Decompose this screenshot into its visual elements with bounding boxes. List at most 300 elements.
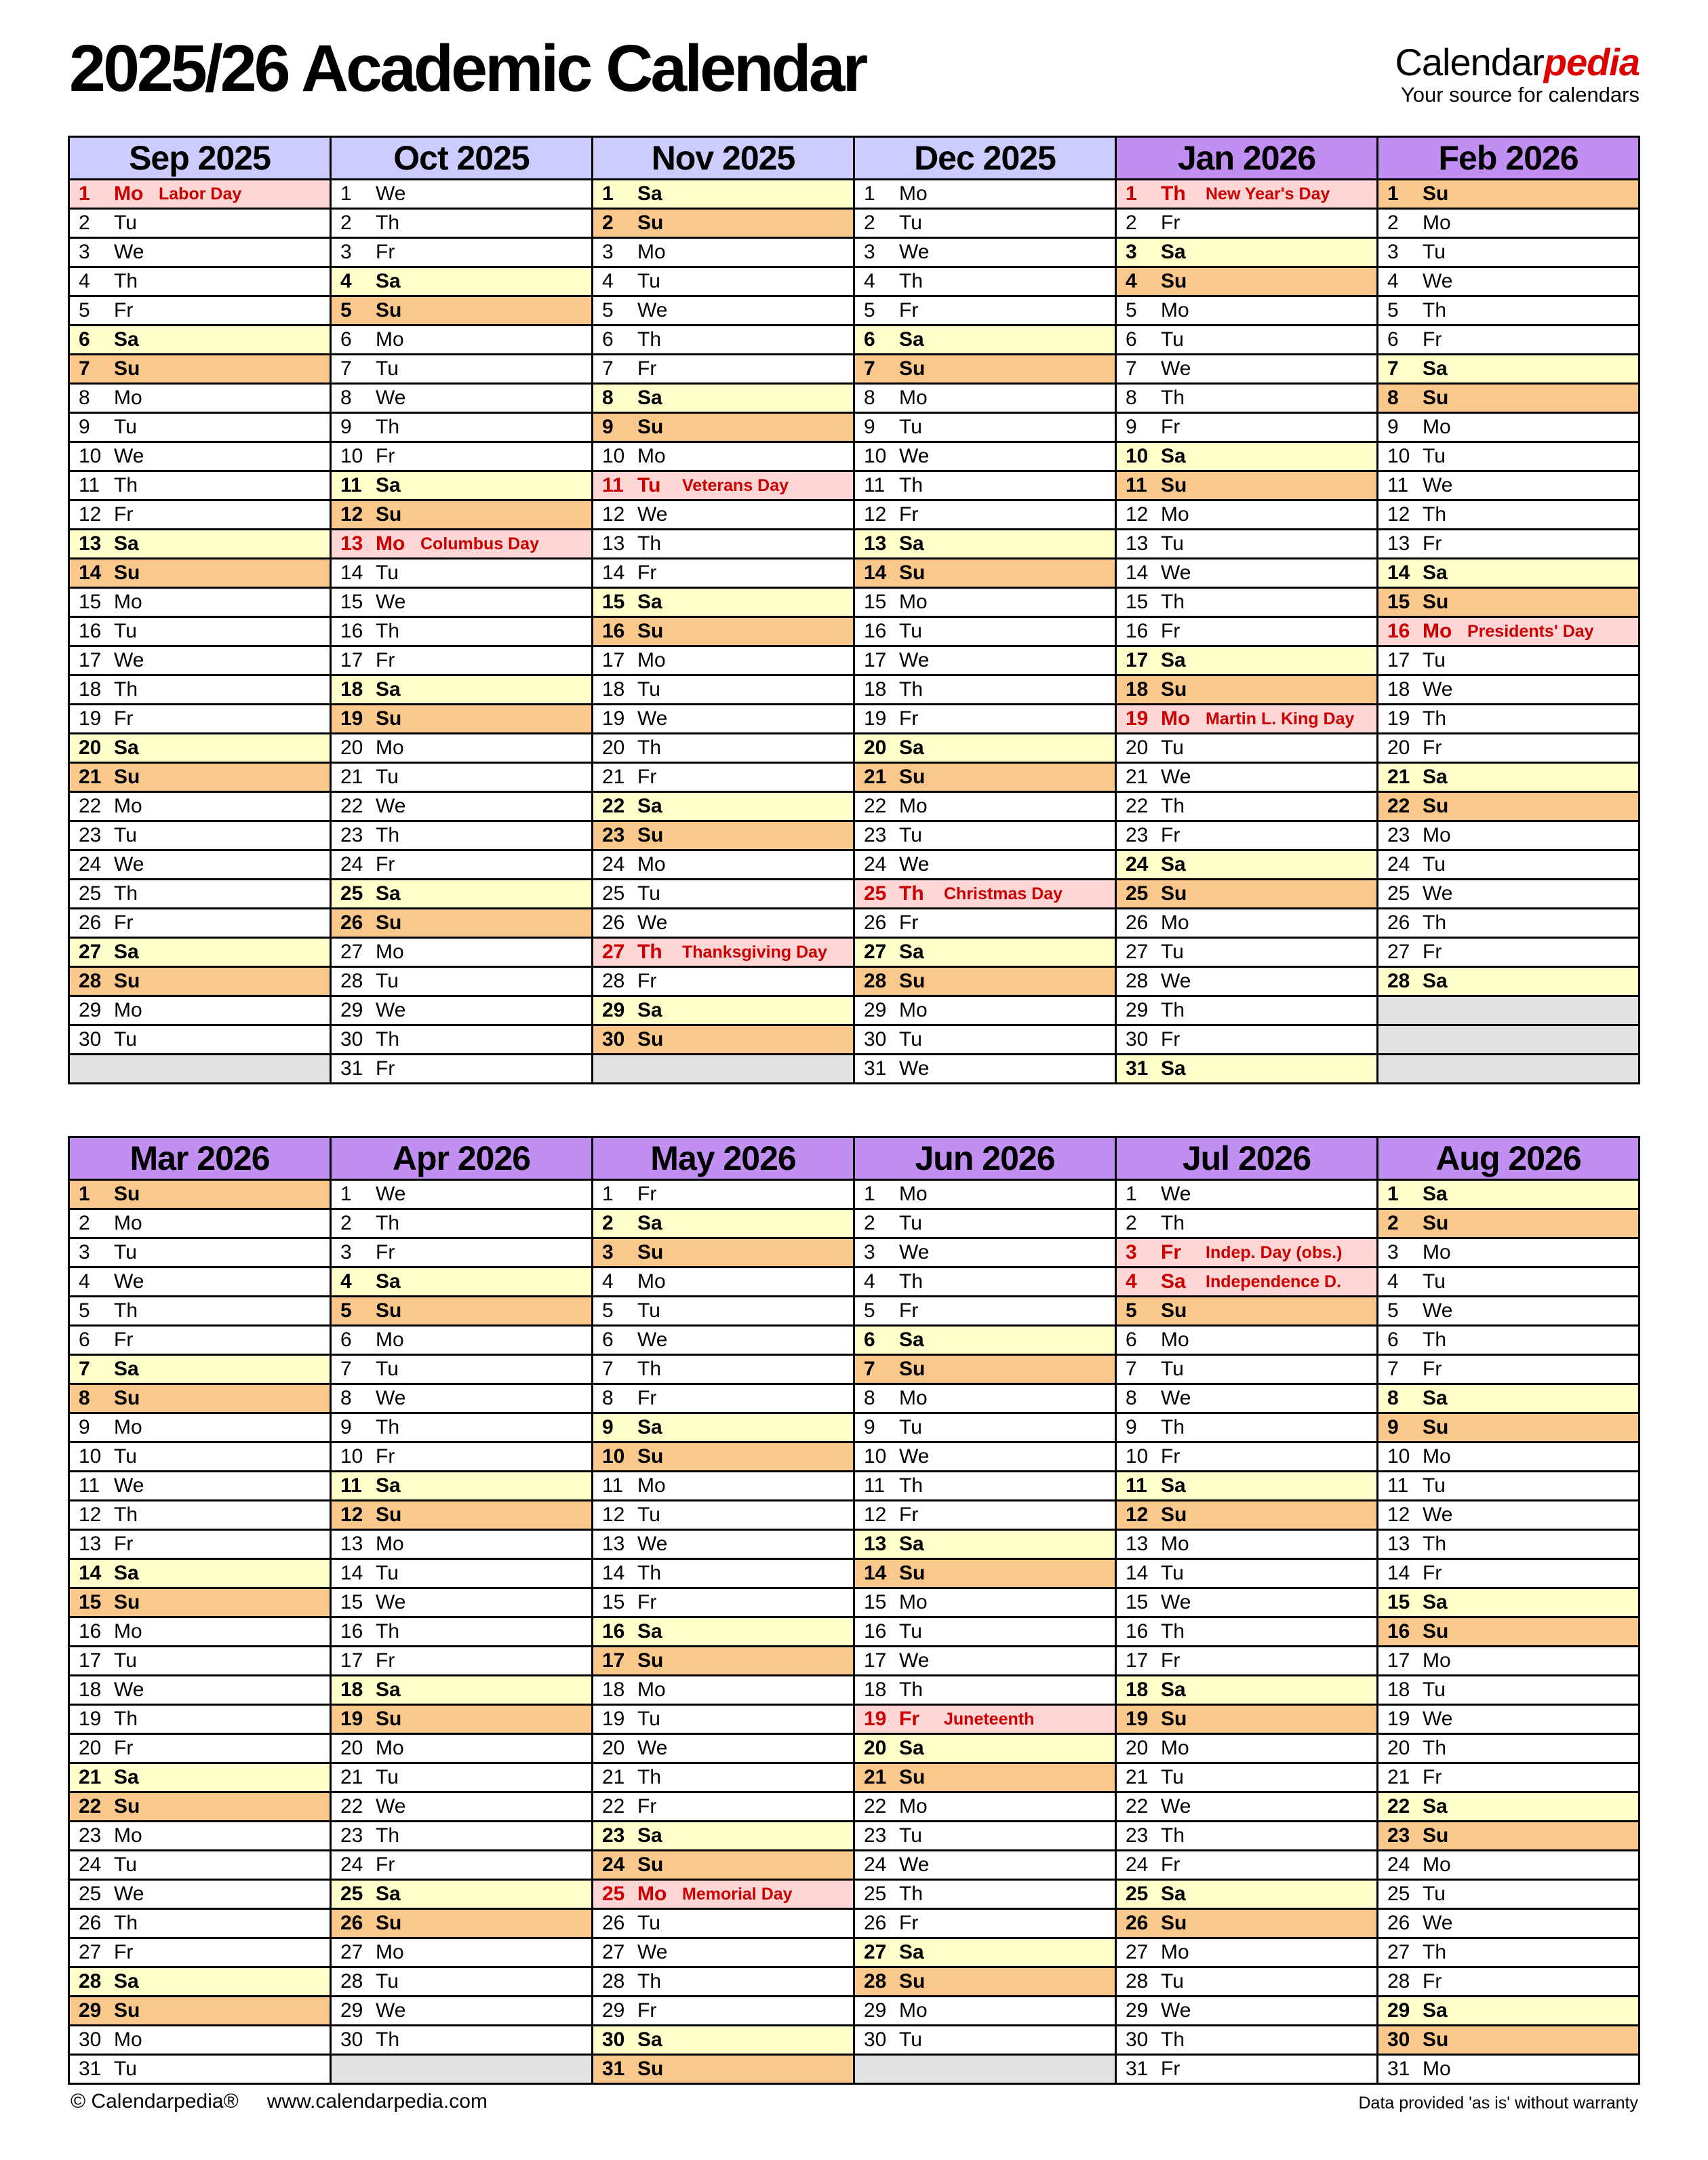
day-number: 15 xyxy=(602,591,625,613)
day-cell xyxy=(331,996,593,1025)
day-number: 24 xyxy=(864,853,887,876)
day-number: 3 xyxy=(79,1241,90,1263)
day-cell xyxy=(854,1355,1116,1384)
weekday-abbr: Tu xyxy=(114,1649,137,1672)
weekday-abbr: We xyxy=(899,649,930,671)
weekday-abbr: Su xyxy=(1423,182,1449,205)
day-number: 8 xyxy=(602,1387,614,1409)
day-number: 14 xyxy=(340,562,363,584)
day-cell xyxy=(331,267,593,296)
day-number: 4 xyxy=(79,270,90,292)
weekday-abbr: Sa xyxy=(1161,649,1186,671)
day-number: 21 xyxy=(602,1766,625,1788)
day-number: 11 xyxy=(340,474,362,496)
day-cell xyxy=(593,821,854,850)
weekday-abbr: Th xyxy=(1161,387,1185,409)
day-number: 19 xyxy=(864,1708,887,1730)
day-cell xyxy=(593,2055,854,2084)
day-number: 26 xyxy=(602,911,625,934)
weekday-abbr: Mo xyxy=(899,1999,928,2022)
day-number: 23 xyxy=(1387,824,1410,846)
day-cell xyxy=(1378,2026,1640,2055)
day-number: 21 xyxy=(864,766,887,788)
day-number: 4 xyxy=(79,1270,90,1293)
day-cell xyxy=(854,1180,1116,1209)
day-number: 20 xyxy=(864,737,887,759)
day-number: 10 xyxy=(864,445,887,467)
holiday-label: Martin L. King Day xyxy=(1206,709,1355,728)
day-number: 23 xyxy=(79,824,102,846)
weekday-abbr: Su xyxy=(899,1766,926,1788)
weekday-abbr: Su xyxy=(637,1241,664,1263)
day-number: 5 xyxy=(79,299,90,321)
weekday-abbr: Sa xyxy=(1161,1474,1186,1497)
day-cell xyxy=(1116,1297,1378,1326)
weekday-abbr: We xyxy=(1423,678,1453,701)
day-cell xyxy=(1378,1647,1640,1676)
day-number: 1 xyxy=(340,1183,352,1205)
day-cell xyxy=(854,909,1116,938)
day-number: 25 xyxy=(340,882,363,905)
weekday-abbr: Tu xyxy=(114,416,137,438)
day-number: 27 xyxy=(864,941,887,963)
day-number: 22 xyxy=(602,1795,625,1818)
day-cell xyxy=(1378,675,1640,705)
weekday-abbr: Th xyxy=(114,270,138,292)
day-cell xyxy=(593,938,854,967)
day-number: 22 xyxy=(602,795,625,817)
day-cell xyxy=(331,1822,593,1851)
day-cell xyxy=(593,1501,854,1530)
weekday-abbr: Mo xyxy=(899,182,928,205)
day-number: 28 xyxy=(340,1970,363,1992)
weekday-abbr: We xyxy=(1423,270,1453,292)
day-cell xyxy=(854,1472,1116,1501)
day-number: 2 xyxy=(79,212,90,234)
weekday-abbr: Fr xyxy=(1161,416,1180,438)
day-number: 8 xyxy=(602,387,614,409)
weekday-abbr: Tu xyxy=(114,1853,137,1876)
day-cell xyxy=(331,880,593,909)
day-cell xyxy=(593,500,854,530)
day-number: 31 xyxy=(1387,2058,1410,2080)
day-number: 16 xyxy=(1387,620,1410,642)
weekday-abbr: Tu xyxy=(114,2058,137,2080)
day-cell xyxy=(593,1792,854,1822)
day-cell xyxy=(854,967,1116,996)
day-cell xyxy=(1378,413,1640,442)
weekday-abbr: We xyxy=(637,911,668,934)
day-number: 5 xyxy=(79,1299,90,1322)
weekday-abbr: Th xyxy=(114,1504,138,1526)
weekday-abbr: Th xyxy=(114,882,138,905)
month-header: Dec 2025 xyxy=(854,137,1116,180)
weekday-abbr: Sa xyxy=(1161,1057,1186,1080)
day-number: 26 xyxy=(1387,1912,1410,1934)
weekday-abbr: Su xyxy=(376,503,402,526)
weekday-abbr: Sa xyxy=(899,328,924,351)
weekday-abbr: Su xyxy=(637,620,664,642)
weekday-abbr: Tu xyxy=(1161,1358,1184,1380)
day-cell xyxy=(69,734,331,763)
day-cell xyxy=(331,1268,593,1297)
day-cell xyxy=(1116,2055,1378,2084)
weekday-abbr: Su xyxy=(1161,474,1187,496)
day-number: 26 xyxy=(864,1912,887,1934)
weekday-abbr: Sa xyxy=(1423,1387,1448,1409)
weekday-abbr: Fr xyxy=(376,1649,395,1672)
day-number: 10 xyxy=(79,1445,102,1468)
weekday-abbr: Tu xyxy=(1161,737,1184,759)
holiday-label: Memorial Day xyxy=(682,1884,793,1904)
day-number: 24 xyxy=(340,1853,363,1876)
month-header: Feb 2026 xyxy=(1378,137,1640,180)
day-number: 30 xyxy=(1387,2028,1410,2051)
weekday-abbr: Tu xyxy=(899,824,922,846)
weekday-abbr: Su xyxy=(114,1183,140,1205)
day-number: 16 xyxy=(864,1620,887,1643)
weekday-abbr: Mo xyxy=(1423,1241,1451,1263)
day-cell xyxy=(1116,996,1378,1025)
day-number: 25 xyxy=(1126,1883,1149,1905)
day-number: 1 xyxy=(1126,1183,1137,1205)
day-number: 21 xyxy=(340,766,363,788)
day-cell xyxy=(854,267,1116,296)
day-cell xyxy=(1116,1180,1378,1209)
weekday-abbr: Sa xyxy=(637,182,662,205)
weekday-abbr: Sa xyxy=(899,1737,924,1759)
weekday-abbr: Mo xyxy=(114,1212,142,1234)
calendar-table-mar-aug xyxy=(68,1136,1640,2085)
day-number: 26 xyxy=(340,911,363,934)
day-cell xyxy=(593,1967,854,1997)
weekday-abbr: Fr xyxy=(114,1941,134,1963)
weekday-abbr: Su xyxy=(114,1999,140,2022)
day-number: 1 xyxy=(602,182,614,205)
weekday-abbr: Fr xyxy=(114,1737,134,1759)
day-cell xyxy=(331,1676,593,1705)
website-link[interactable]: www.calendarpedia.com xyxy=(266,2090,488,2113)
day-number: 16 xyxy=(1387,1620,1410,1643)
day-cell xyxy=(1378,646,1640,675)
day-number: 17 xyxy=(79,649,102,671)
weekday-abbr: We xyxy=(114,1883,144,1905)
month-header: May 2026 xyxy=(593,1137,854,1180)
day-number: 11 xyxy=(1126,1474,1147,1497)
weekday-abbr: Sa xyxy=(114,532,139,555)
weekday-abbr: Su xyxy=(899,1562,926,1584)
day-number: 29 xyxy=(79,1999,102,2022)
month-header: Jul 2026 xyxy=(1116,1137,1378,1180)
weekday-abbr: Fr xyxy=(114,1533,134,1555)
day-cell xyxy=(1116,1530,1378,1559)
day-number: 26 xyxy=(340,1912,363,1934)
weekday-abbr: We xyxy=(114,649,144,671)
day-cell xyxy=(69,1384,331,1413)
weekday-abbr: We xyxy=(899,1057,930,1080)
month-header: Apr 2026 xyxy=(331,1137,593,1180)
day-cell xyxy=(69,1472,331,1501)
day-number: 30 xyxy=(340,1028,363,1050)
day-cell xyxy=(854,763,1116,792)
day-cell xyxy=(1378,2055,1640,2084)
weekday-abbr: Sa xyxy=(899,1533,924,1555)
day-number: 6 xyxy=(79,1329,90,1351)
day-number: 25 xyxy=(1387,1883,1410,1905)
weekday-abbr: Fr xyxy=(1423,1358,1442,1380)
weekday-abbr: Tu xyxy=(1161,532,1184,555)
day-number: 8 xyxy=(79,387,90,409)
weekday-abbr: Th xyxy=(637,532,662,555)
weekday-abbr: We xyxy=(376,999,406,1021)
weekday-abbr: We xyxy=(637,1941,668,1963)
day-number: 14 xyxy=(602,1562,625,1584)
day-number: 3 xyxy=(864,241,875,263)
day-number: 14 xyxy=(1387,562,1410,584)
day-number: 10 xyxy=(1387,445,1410,467)
day-cell xyxy=(69,938,331,967)
day-number: 20 xyxy=(79,737,102,759)
empty-cell xyxy=(593,1055,854,1084)
weekday-abbr: Sa xyxy=(376,882,401,905)
day-cell xyxy=(1116,1472,1378,1501)
day-cell xyxy=(593,384,854,413)
day-number: 11 xyxy=(79,1474,100,1497)
day-cell xyxy=(854,2026,1116,2055)
day-cell xyxy=(593,675,854,705)
day-cell xyxy=(1378,1734,1640,1763)
day-number: 18 xyxy=(1387,678,1410,701)
day-cell xyxy=(1378,1413,1640,1442)
weekday-abbr: Sa xyxy=(899,1329,924,1351)
weekday-abbr: Tu xyxy=(1423,241,1446,263)
day-number: 18 xyxy=(602,678,625,701)
day-cell xyxy=(1116,1676,1378,1705)
day-number: 6 xyxy=(864,328,875,351)
weekday-abbr: Sa xyxy=(376,270,401,292)
weekday-abbr: Fr xyxy=(899,1504,919,1526)
month-header: Oct 2025 xyxy=(331,137,593,180)
empty-cell xyxy=(854,2055,1116,2084)
day-cell xyxy=(1378,1355,1640,1384)
day-number: 26 xyxy=(1126,1912,1149,1934)
day-cell xyxy=(1378,1851,1640,1880)
weekday-abbr: Th xyxy=(637,1970,662,1992)
weekday-abbr: Sa xyxy=(637,999,662,1021)
day-number: 20 xyxy=(1387,737,1410,759)
weekday-abbr: Sa xyxy=(1423,562,1448,584)
day-number: 22 xyxy=(1126,1795,1149,1818)
weekday-abbr: We xyxy=(1161,766,1191,788)
day-cell xyxy=(331,530,593,559)
day-cell xyxy=(69,1617,331,1647)
day-cell xyxy=(331,1909,593,1938)
weekday-abbr: Fr xyxy=(376,1853,395,1876)
day-cell xyxy=(1116,1268,1378,1297)
weekday-abbr: Mo xyxy=(637,1270,666,1293)
weekday-abbr: Su xyxy=(114,766,140,788)
weekday-abbr: Sa xyxy=(1161,241,1186,263)
day-cell xyxy=(1378,1501,1640,1530)
day-number: 8 xyxy=(340,1387,352,1409)
weekday-abbr: Sa xyxy=(376,1678,401,1701)
day-cell xyxy=(1378,355,1640,384)
day-number: 20 xyxy=(864,1737,887,1759)
weekday-abbr: Mo xyxy=(637,1883,667,1905)
page-title: 2025/26 Academic Calendar xyxy=(69,31,866,105)
day-cell xyxy=(1116,1705,1378,1734)
day-number: 10 xyxy=(864,1445,887,1468)
weekday-abbr: Fr xyxy=(376,853,395,876)
day-cell xyxy=(331,1967,593,1997)
day-cell xyxy=(593,1705,854,1734)
weekday-abbr: Su xyxy=(899,766,926,788)
day-number: 19 xyxy=(79,707,102,730)
weekday-abbr: Tu xyxy=(1423,445,1446,467)
day-cell xyxy=(1116,938,1378,967)
day-cell xyxy=(854,1763,1116,1792)
weekday-abbr: Su xyxy=(1161,1504,1187,1526)
day-number: 8 xyxy=(1387,387,1399,409)
day-cell xyxy=(331,909,593,938)
day-number: 4 xyxy=(340,1270,352,1293)
weekday-abbr: Mo xyxy=(1161,1737,1189,1759)
day-number: 11 xyxy=(340,1474,362,1497)
day-cell xyxy=(1378,1472,1640,1501)
day-cell xyxy=(1378,880,1640,909)
weekday-abbr: Tu xyxy=(637,1504,660,1526)
weekday-abbr: Mo xyxy=(376,1329,404,1351)
weekday-abbr: Sa xyxy=(1161,1270,1186,1293)
weekday-abbr: Fr xyxy=(1423,1766,1442,1788)
day-number: 11 xyxy=(864,1474,886,1497)
day-number: 20 xyxy=(1126,1737,1149,1759)
weekday-abbr: Mo xyxy=(1161,1533,1189,1555)
day-number: 2 xyxy=(602,1212,614,1234)
day-number: 11 xyxy=(1387,474,1409,496)
holiday-label: Labor Day xyxy=(159,184,242,203)
day-cell xyxy=(593,588,854,617)
day-number: 18 xyxy=(602,1678,625,1701)
day-cell xyxy=(1116,646,1378,675)
day-cell xyxy=(331,1238,593,1268)
day-cell xyxy=(331,442,593,471)
day-number: 18 xyxy=(1387,1678,1410,1701)
day-cell xyxy=(69,1909,331,1938)
day-number: 10 xyxy=(1126,1445,1149,1468)
day-cell xyxy=(854,296,1116,326)
weekday-abbr: Mo xyxy=(1423,416,1451,438)
day-number: 11 xyxy=(602,474,624,496)
day-cell xyxy=(69,1268,331,1297)
day-number: 12 xyxy=(79,1504,102,1526)
weekday-abbr: Mo xyxy=(1161,1941,1189,1963)
weekday-abbr: Fr xyxy=(637,357,657,380)
day-cell xyxy=(69,267,331,296)
day-number: 28 xyxy=(1387,1970,1410,1992)
weekday-abbr: Th xyxy=(114,1912,138,1934)
weekday-abbr: We xyxy=(637,1329,668,1351)
weekday-abbr: Th xyxy=(114,474,138,496)
day-number: 13 xyxy=(1387,532,1410,555)
day-number: 27 xyxy=(340,941,363,963)
day-number: 28 xyxy=(602,970,625,992)
day-cell xyxy=(1116,617,1378,646)
weekday-abbr: We xyxy=(1161,357,1191,380)
day-cell xyxy=(1378,530,1640,559)
weekday-abbr: Tu xyxy=(114,824,137,846)
day-cell xyxy=(854,1442,1116,1472)
weekday-abbr: Su xyxy=(1423,1620,1449,1643)
day-number: 27 xyxy=(1126,941,1149,963)
day-number: 15 xyxy=(864,1591,887,1613)
weekday-abbr: We xyxy=(376,182,406,205)
weekday-abbr: Mo xyxy=(376,532,405,555)
day-cell xyxy=(854,1647,1116,1676)
day-number: 8 xyxy=(1126,1387,1137,1409)
day-number: 13 xyxy=(1387,1533,1410,1555)
day-number: 19 xyxy=(1126,1708,1149,1730)
weekday-abbr: Sa xyxy=(1423,970,1448,992)
weekday-abbr: Sa xyxy=(637,591,662,613)
weekday-abbr: Su xyxy=(376,1708,402,1730)
day-number: 1 xyxy=(602,1183,614,1205)
weekday-abbr: Fr xyxy=(1423,1562,1442,1584)
day-cell xyxy=(69,1705,331,1734)
day-number: 25 xyxy=(602,882,625,905)
day-number: 12 xyxy=(1387,1504,1410,1526)
day-cell xyxy=(331,763,593,792)
day-cell xyxy=(331,1792,593,1822)
weekday-abbr: Su xyxy=(637,824,664,846)
logo-text-red: pedia xyxy=(1543,41,1640,83)
day-number: 13 xyxy=(1126,532,1149,555)
day-cell xyxy=(1378,296,1640,326)
day-number: 5 xyxy=(1126,299,1137,321)
day-cell xyxy=(593,1938,854,1967)
weekday-abbr: We xyxy=(899,853,930,876)
weekday-abbr: Mo xyxy=(1423,824,1451,846)
day-cell xyxy=(69,1997,331,2026)
day-number: 28 xyxy=(79,1970,102,1992)
day-cell xyxy=(593,1413,854,1442)
day-number: 6 xyxy=(340,1329,352,1351)
logo-tagline: Your source for calendars xyxy=(1400,83,1640,106)
weekday-abbr: Th xyxy=(114,1299,138,1322)
day-cell xyxy=(331,1734,593,1763)
day-cell xyxy=(854,1676,1116,1705)
day-cell xyxy=(854,1880,1116,1909)
day-number: 7 xyxy=(864,1358,875,1380)
day-number: 1 xyxy=(1387,182,1399,205)
day-number: 26 xyxy=(864,911,887,934)
weekday-abbr: Sa xyxy=(114,737,139,759)
day-cell xyxy=(331,1763,593,1792)
day-number: 17 xyxy=(602,1649,625,1672)
weekday-abbr: Su xyxy=(1161,1708,1187,1730)
day-number: 29 xyxy=(340,999,363,1021)
weekday-abbr: We xyxy=(1423,1708,1453,1730)
weekday-abbr: Tu xyxy=(376,766,399,788)
day-cell xyxy=(854,675,1116,705)
day-cell xyxy=(1378,1909,1640,1938)
weekday-abbr: Su xyxy=(1161,1299,1187,1322)
day-cell xyxy=(1116,1588,1378,1617)
day-cell xyxy=(854,1530,1116,1559)
day-number: 1 xyxy=(1387,1183,1399,1205)
day-cell xyxy=(69,1851,331,1880)
day-cell xyxy=(1116,1880,1378,1909)
